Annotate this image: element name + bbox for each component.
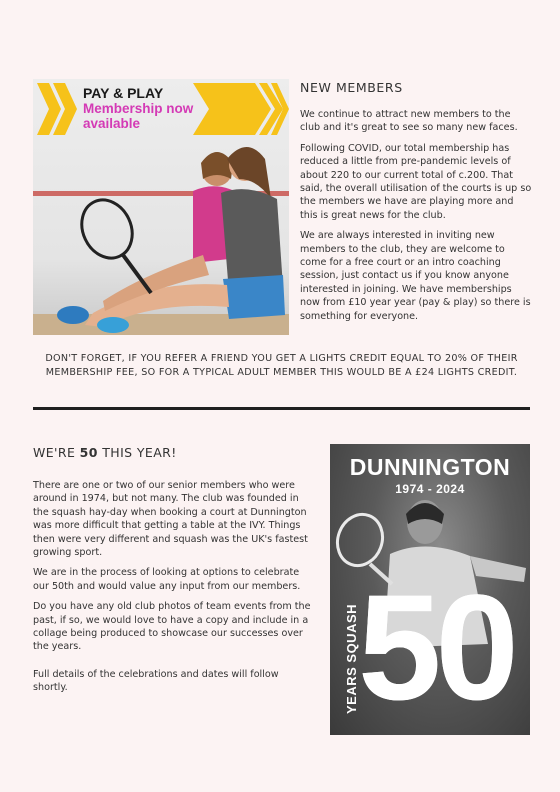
section-divider (33, 407, 530, 410)
poster-title: DUNNINGTON (349, 454, 511, 480)
anniversary-poster (330, 444, 530, 735)
new-members-body (300, 108, 532, 330)
poster-years: 1974 - 2024 (395, 482, 465, 496)
fifty-years-paragraph: We are in the process of looking at options to celebrate our 50th and would value any input from our members. (33, 567, 301, 592)
new-members-paragraph: We continue to attract new members to the club and it's great to see so many new faces. (300, 109, 518, 134)
fifty-years-body (33, 479, 313, 702)
fifty-years-paragraph: There are one or two of our senior members who were around in 1974, but not many. The club was founded in the squash hay-day when booking a court at Dunnington was more difficult that getting a table at the IVY. Things then were very different and squash was the UK's fastest growing sport. (33, 480, 308, 559)
new-members-heading: NEW MEMBERS (300, 80, 403, 95)
fifty-years-paragraph: Do you have any old club photos of team events from the past, if so, we would love to have a copy and include in a collage being produced to showcase our successes over the years. (33, 601, 311, 653)
heading-number: 50 (79, 445, 98, 460)
heading-prefix: WE'RE (33, 445, 80, 460)
poster-fifty: 50 (358, 563, 513, 731)
pay-and-play-promo-image (33, 79, 289, 335)
poster-side-text: YEARS SQUASH (344, 603, 359, 714)
referral-notice: DON'T FORGET, IF YOU REFER A FRIEND YOU GET A LIGHTS CREDIT EQUAL TO 20% OF THEIR MEMBERSHIP FEE, SO FOR A TYPICAL ADULT MEMBER THIS WOULD BE A £24 LIGHTS CREDIT. (45, 353, 518, 378)
new-members-paragraph: We are always interested in inviting new members to the club, they are welcome to come for a free court or an intro coaching session, just contact us if you know anyone interested in joining. We have memberships now from £10 year year (pay & play) so there is something for everyone. (300, 230, 531, 322)
chevron-right-1 (193, 83, 271, 135)
heading-suffix: THIS YEAR! (97, 445, 177, 460)
fifty-years-paragraph: Full details of the celebrations and dates will follow shortly. (33, 668, 279, 694)
fifty-years-heading (33, 445, 177, 460)
new-members-paragraph: Following COVID, our total membership has reduced a little from pre-pandemic levels of about 220 to our current total of c.200. That said, the overall utilisation of the courts is up so the members we have are playing more and this is great news for the club. (300, 142, 532, 221)
promo-title: PAY & PLAY (83, 85, 164, 101)
promo-subtitle: Membership now available (83, 101, 194, 131)
